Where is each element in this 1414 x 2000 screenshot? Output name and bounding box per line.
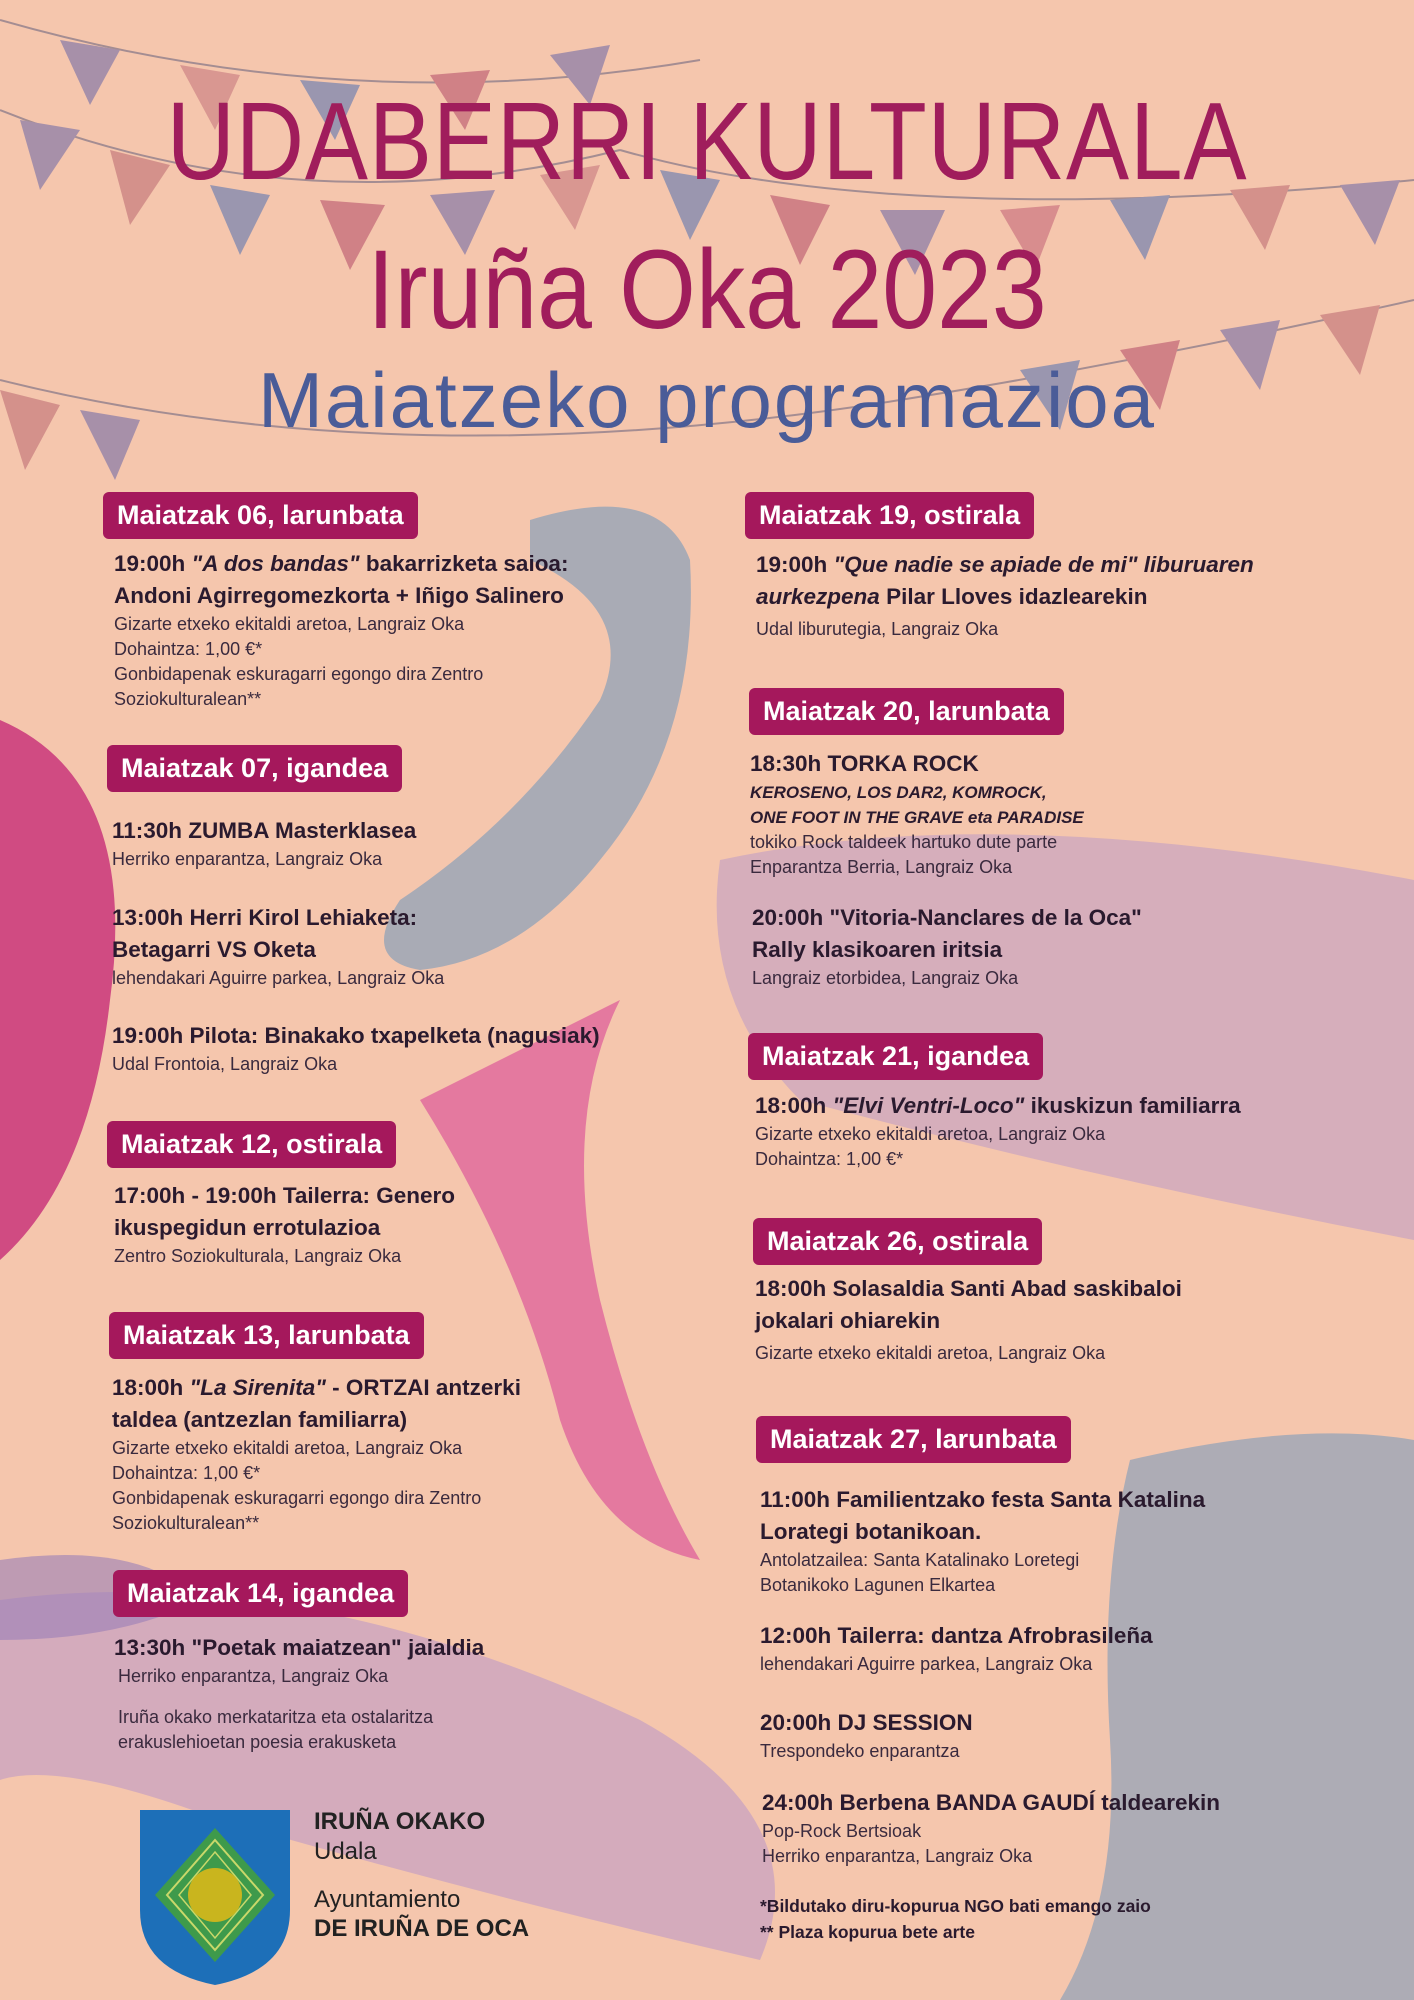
event-title: 13:00h Herri Kirol Lehiaketa:	[112, 905, 418, 930]
day-header-12: Maiatzak 12, ostirala	[107, 1121, 396, 1168]
footnote-donation: *Bildutako diru-kopurua NGO bati emango zaio	[760, 1896, 1151, 1916]
event-title: 18:00h "La Sirenita" - ORTZAI antzerki	[112, 1375, 521, 1400]
event-title: 18:00h "Elvi Ventri-Loco" ikuskizun familiarra	[755, 1093, 1241, 1118]
logo-text-line3: Ayuntamiento	[314, 1886, 461, 1913]
event-note: Pop-Rock Bertsioak	[762, 1821, 922, 1841]
event-20b	[752, 902, 1352, 991]
event-title: 18:00h Solasaldia Santi Abad saskibaloi	[755, 1276, 1182, 1301]
day-header-13: Maiatzak 13, larunbata	[109, 1312, 424, 1359]
event-location: Herriko enparantza, Langraiz Oka	[762, 1846, 1033, 1866]
event-27a	[760, 1484, 1360, 1598]
event-note: Iruña okako merkataritza eta ostalaritza	[118, 1707, 434, 1727]
event-26a	[755, 1273, 1355, 1366]
event-title: 13:30h "Poetak maiatzean" jaialdia	[114, 1635, 485, 1660]
event-13a	[112, 1372, 712, 1536]
event-27d	[762, 1787, 1362, 1869]
event-location: Trespondeko enparantza	[760, 1741, 960, 1761]
event-title-line2: taldea (antzezlan familiarra)	[112, 1407, 408, 1432]
event-location: Zentro Soziokulturala, Langraiz Oka	[114, 1246, 402, 1266]
day-header-19: Maiatzak 19, ostirala	[745, 492, 1034, 539]
event-donation: Dohaintza: 1,00 €*	[112, 1463, 261, 1483]
event-06a	[114, 548, 694, 712]
event-bands: KEROSENO, LOS DAR2, KOMROCK,	[750, 783, 1047, 802]
event-title-line2: aurkezpena Pilar Lloves idazlearekin	[756, 584, 1148, 609]
event-note-line2: erakuslehioetan poesia erakusketa	[118, 1732, 397, 1752]
event-note: Gonbidapenak eskuragarri egongo dira Zentro	[114, 664, 484, 684]
logo-text-line1: IRUÑA OKAKO	[314, 1808, 486, 1835]
subtitle: Maiatzeko programazioa	[257, 356, 1157, 444]
day-header-07: Maiatzak 07, igandea	[107, 745, 402, 792]
event-21a	[755, 1090, 1355, 1172]
event-title-line2: Andoni Agirregomezkorta + Iñigo Salinero	[114, 583, 564, 608]
event-title-line2: Rally klasikoaren iritsia	[752, 937, 1003, 962]
event-title: 17:00h - 19:00h Tailerra: Genero	[114, 1183, 455, 1208]
event-title: 12:00h Tailerra: dantza Afrobrasileña	[760, 1623, 1153, 1648]
event-organizer: Antolatzailea: Santa Katalinako Loretegi	[760, 1550, 1080, 1570]
day-header-20: Maiatzak 20, larunbata	[749, 688, 1064, 735]
event-location: Gizarte etxeko ekitaldi aretoa, Langraiz Oka	[755, 1343, 1106, 1363]
event-07a	[112, 815, 672, 872]
event-donation: Dohaintza: 1,00 €*	[114, 639, 263, 659]
event-note-line2: Soziokulturalean**	[112, 1513, 260, 1533]
event-note-line2: Soziokulturalean**	[114, 689, 262, 709]
day-header-21: Maiatzak 21, igandea	[748, 1033, 1043, 1080]
event-title: 20:00h DJ SESSION	[760, 1710, 973, 1735]
event-location: lehendakari Aguirre parkea, Langraiz Oka	[112, 968, 445, 988]
event-title-line2: ikuspegidun errotulazioa	[114, 1215, 381, 1240]
event-note: Gonbidapenak eskuragarri egongo dira Zentro	[112, 1488, 482, 1508]
main-title: UDABERRI KULTURALA	[166, 80, 1248, 203]
event-location: lehendakari Aguirre parkea, Langraiz Oka	[760, 1654, 1093, 1674]
event-location: Gizarte etxeko ekitaldi aretoa, Langraiz Oka	[114, 614, 465, 634]
municipal-shield-logo	[140, 1810, 290, 1985]
main-title-year: Iruña Oka 2023	[367, 227, 1047, 352]
day-header-14: Maiatzak 14, igandea	[113, 1570, 408, 1617]
event-14a	[114, 1632, 674, 1755]
event-location: Herriko enparantza, Langraiz Oka	[112, 849, 383, 869]
event-title: 19:00h "Que nadie se apiade de mi" liburuaren	[756, 552, 1254, 577]
event-27c	[760, 1707, 1360, 1764]
event-27b	[760, 1620, 1360, 1677]
event-title: 19:00h "A dos bandas" bakarrizketa saioa:	[114, 551, 569, 576]
event-title: 11:30h ZUMBA Masterklasea	[112, 818, 417, 843]
event-bands-line2: ONE FOOT IN THE GRAVE eta PARADISE	[750, 808, 1084, 827]
event-title: 24:00h Berbena BANDA GAUDÍ taldearekin	[762, 1790, 1221, 1815]
day-header-06: Maiatzak 06, larunbata	[103, 492, 418, 539]
event-12a	[114, 1180, 674, 1269]
day-header-27: Maiatzak 27, larunbata	[756, 1416, 1071, 1463]
event-location: Enparantza Berria, Langraiz Oka	[750, 857, 1013, 877]
footnote-capacity: ** Plaza kopurua bete arte	[760, 1922, 975, 1942]
event-title-line2: Lorategi botanikoan.	[760, 1519, 982, 1544]
event-title: 18:30h TORKA ROCK	[750, 751, 979, 776]
event-location: Gizarte etxeko ekitaldi aretoa, Langraiz Oka	[112, 1438, 463, 1458]
event-organizer-line2: Botanikoko Lagunen Elkartea	[760, 1575, 996, 1595]
event-title: 11:00h Familientzako festa Santa Katalina	[760, 1487, 1206, 1512]
event-donation: Dohaintza: 1,00 €*	[755, 1149, 904, 1169]
event-location: Udal liburutegia, Langraiz Oka	[756, 619, 999, 639]
event-note: tokiko Rock taldeek hartuko dute parte	[750, 832, 1058, 852]
event-title: 20:00h "Vitoria-Nanclares de la Oca"	[752, 905, 1142, 930]
event-location: Gizarte etxeko ekitaldi aretoa, Langraiz Oka	[755, 1124, 1106, 1144]
event-location: Herriko enparantza, Langraiz Oka	[118, 1666, 389, 1686]
event-location: Langraiz etorbidea, Langraiz Oka	[752, 968, 1019, 988]
event-20a	[750, 748, 1350, 880]
event-07c	[112, 1020, 712, 1077]
event-07b	[112, 902, 672, 991]
day-header-26: Maiatzak 26, ostirala	[753, 1218, 1042, 1265]
event-19a	[756, 549, 1366, 642]
event-title-line2: Betagarri VS Oketa	[112, 937, 316, 962]
event-title-line2: jokalari ohiarekin	[755, 1308, 941, 1333]
event-title: 19:00h Pilota: Binakako txapelketa (nagusiak)	[112, 1023, 600, 1048]
event-location: Udal Frontoia, Langraiz Oka	[112, 1054, 338, 1074]
logo-text-line4: DE IRUÑA DE OCA	[314, 1915, 530, 1942]
logo-text-line2: Udala	[314, 1838, 377, 1865]
